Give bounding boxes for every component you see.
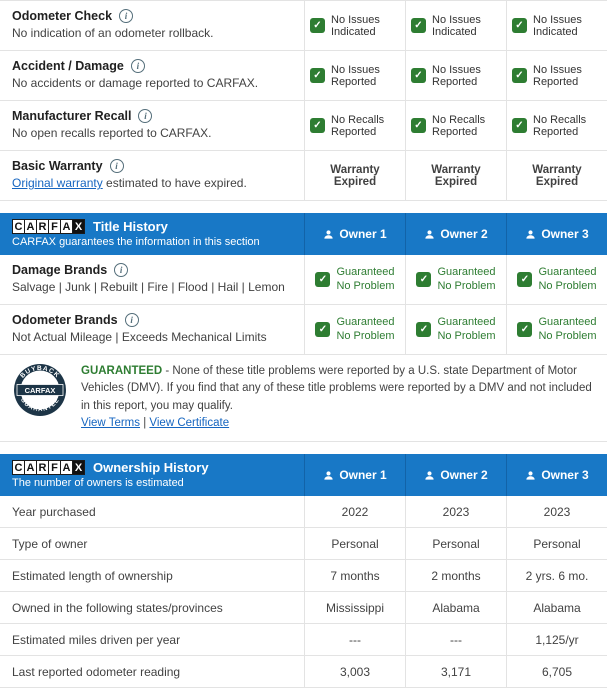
owner2-value: Alabama [405, 592, 506, 623]
row-title-label: Odometer Check [12, 9, 113, 23]
row-description: Original warranty estimated to have expired. [12, 176, 247, 190]
check-icon: ✓ [416, 322, 431, 337]
table-row-miles-per-year [0, 624, 607, 656]
svg-text:CARFAX: CARFAX [24, 385, 56, 395]
title-history-section [0, 213, 607, 442]
check-icon: ✓ [411, 18, 426, 33]
owner2-cell: ✓ Guaranteed No Problem [405, 255, 506, 304]
cell-label: No Recalls Reported [331, 113, 385, 138]
table-row-states-provinces [0, 592, 607, 624]
owner-icon [525, 229, 536, 240]
owner3-cell: ✓ Guaranteed No Problem [506, 255, 607, 304]
row-description: Salvage | Junk | Rebuilt | Fire | Flood | Hail | Lemon [12, 280, 285, 294]
owner2-cell: ✓ Guaranteed No Problem [405, 305, 506, 354]
row-title-label: Accident / Damage [12, 59, 124, 73]
check-icon: ✓ [411, 118, 426, 133]
row-label: Last reported odometer reading [12, 664, 181, 679]
row-label: Estimated miles driven per year [12, 632, 181, 647]
ownership-history-section [0, 454, 607, 688]
row-title [12, 9, 294, 23]
info-icon[interactable]: i [110, 159, 124, 173]
original-warranty-link[interactable]: Original warranty [12, 176, 103, 190]
owner-icon [424, 229, 435, 240]
owner-icon [424, 470, 435, 481]
owner3-cell [506, 1, 607, 50]
row-title [12, 109, 294, 123]
owner2-header: Owner 2 [405, 213, 506, 255]
owner2-value: 2 months [405, 560, 506, 591]
owner3-value: 2 yrs. 6 mo. [506, 560, 607, 591]
row-title [12, 159, 294, 173]
row-label: Estimated length of ownership [12, 568, 173, 583]
check-icon: ✓ [310, 118, 325, 133]
cell-label: Warranty Expired [532, 163, 582, 188]
row-description: No accidents or damage reported to CARFAX. [12, 76, 259, 90]
check-icon: ✓ [512, 18, 527, 33]
carfax-logo: C A R F A X [12, 219, 84, 234]
section-title: Ownership History [93, 460, 209, 475]
check-icon: ✓ [310, 18, 325, 33]
table-row-odometer-reading [0, 656, 607, 688]
check-icon: ✓ [517, 322, 532, 337]
owner1-value: 2022 [304, 496, 405, 527]
owner2-cell [405, 1, 506, 50]
owner1-cell: ✓ Guaranteed No Problem [304, 305, 405, 354]
row-title-label: Manufacturer Recall [12, 109, 132, 123]
row-title-label: Damage Brands [12, 263, 108, 277]
owner-icon [323, 229, 334, 240]
ownership-history-header [0, 454, 607, 496]
cell-label: Warranty Expired [431, 163, 481, 188]
owner1-header: Owner 1 [304, 213, 405, 255]
owner1-value: Personal [304, 528, 405, 559]
cell-label: No Issues Indicated [331, 13, 380, 38]
owner3-cell: ✓ Guaranteed No Problem [506, 305, 607, 354]
owner1-header: Owner 1 [304, 454, 405, 496]
title-history-header [0, 213, 607, 255]
info-icon[interactable]: i [125, 313, 139, 327]
view-certificate-link[interactable]: View Certificate [149, 416, 230, 429]
owner2-value: --- [405, 624, 506, 655]
row-title-label: Basic Warranty [12, 159, 103, 173]
owner2-cell [405, 101, 506, 150]
table-row-ownership-length [0, 560, 607, 592]
owner1-cell [304, 51, 405, 100]
section-subtitle: CARFAX guarantees the information in this section [12, 236, 260, 248]
section-subtitle: The number of owners is estimated [12, 477, 184, 489]
row-description: Not Actual Mileage | Exceeds Mechanical Limits [12, 330, 267, 344]
owner1-value: Mississippi [304, 592, 405, 623]
owner1-value: 7 months [304, 560, 405, 591]
owner3-value: Alabama [506, 592, 607, 623]
table-row-damage-brands [0, 255, 607, 305]
owner-icon [525, 470, 536, 481]
row-label: Type of owner [12, 536, 88, 551]
owner3-cell [506, 151, 607, 200]
owner2-cell [405, 151, 506, 200]
row-title-label: Odometer Brands [12, 313, 118, 327]
cell-label: No Recalls Reported [432, 113, 486, 138]
check-icon: ✓ [310, 68, 325, 83]
check-icon: ✓ [315, 322, 330, 337]
check-icon: ✓ [416, 272, 431, 287]
owner1-value: 3,003 [304, 656, 405, 687]
carfax-logo: C A R F A X [12, 460, 84, 475]
table-row-odometer-brands [0, 305, 607, 355]
table-row-year-purchased [0, 496, 607, 528]
owner3-header: Owner 3 [506, 213, 607, 255]
row-label: Owned in the following states/provinces [12, 600, 223, 615]
owner2-value: Personal [405, 528, 506, 559]
table-row-type-of-owner [0, 528, 607, 560]
table-row-odometer-check [0, 1, 607, 51]
view-terms-link[interactable]: View Terms [81, 416, 141, 429]
owner1-cell [304, 101, 405, 150]
owner1-value: --- [304, 624, 405, 655]
owner2-header: Owner 2 [405, 454, 506, 496]
owner2-cell [405, 51, 506, 100]
check-icon: ✓ [517, 272, 532, 287]
guarantee-heading: GUARANTEED [81, 365, 163, 377]
check-icon: ✓ [411, 68, 426, 83]
owner2-value: 2023 [405, 496, 506, 527]
owner2-value: 3,171 [405, 656, 506, 687]
row-title [12, 59, 294, 73]
row-label: Year purchased [12, 504, 96, 519]
table-row-manufacturer-recall [0, 101, 607, 151]
owner3-value: 2023 [506, 496, 607, 527]
check-icon: ✓ [315, 272, 330, 287]
table-row-basic-warranty [0, 151, 607, 201]
row-title [12, 263, 294, 277]
owner1-cell [304, 151, 405, 200]
owner3-header: Owner 3 [506, 454, 607, 496]
cell-label: No Issues Reported [432, 63, 481, 88]
info-icon[interactable]: i [138, 109, 152, 123]
cell-label: No Recalls Reported [533, 113, 587, 138]
buyback-guarantee [0, 355, 607, 442]
svg-text:GUARANTEE: GUARANTEE [18, 397, 62, 414]
row-description: No indication of an odometer rollback. [12, 26, 214, 40]
owner3-cell [506, 51, 607, 100]
carfax-buyback-seal-icon [12, 362, 68, 418]
owner1-cell: ✓ Guaranteed No Problem [304, 255, 405, 304]
row-title [12, 313, 294, 327]
check-icon: ✓ [512, 68, 527, 83]
info-icon[interactable]: i [114, 263, 128, 277]
cell-label: No Issues Reported [331, 63, 380, 88]
owner3-value: 1,125/yr [506, 624, 607, 655]
cell-label: Warranty Expired [330, 163, 380, 188]
table-row-accident-damage [0, 51, 607, 101]
svg-text:BUYBACK: BUYBACK [19, 364, 61, 380]
owner3-cell [506, 101, 607, 150]
section-title: Title History [93, 219, 168, 234]
row-description: No open recalls reported to CARFAX. [12, 126, 212, 140]
summary-table [0, 0, 607, 201]
owner3-value: Personal [506, 528, 607, 559]
cell-label: No Issues Indicated [432, 13, 481, 38]
cell-label: No Issues Reported [533, 63, 582, 88]
info-icon[interactable]: i [131, 59, 145, 73]
cell-label: No Issues Indicated [533, 13, 582, 38]
check-icon: ✓ [512, 118, 527, 133]
owner-icon [323, 470, 334, 481]
owner3-value: 6,705 [506, 656, 607, 687]
info-icon[interactable]: i [119, 9, 133, 23]
owner1-cell [304, 1, 405, 50]
guarantee-text: GUARANTEED - None of these title problems were reported by a U.S. state Department of Motor Vehicles (DMV). If you find that any of these title problems were reported by a DMV and not included in this report, you may qualify. View Terms | View Certificate [81, 365, 592, 429]
